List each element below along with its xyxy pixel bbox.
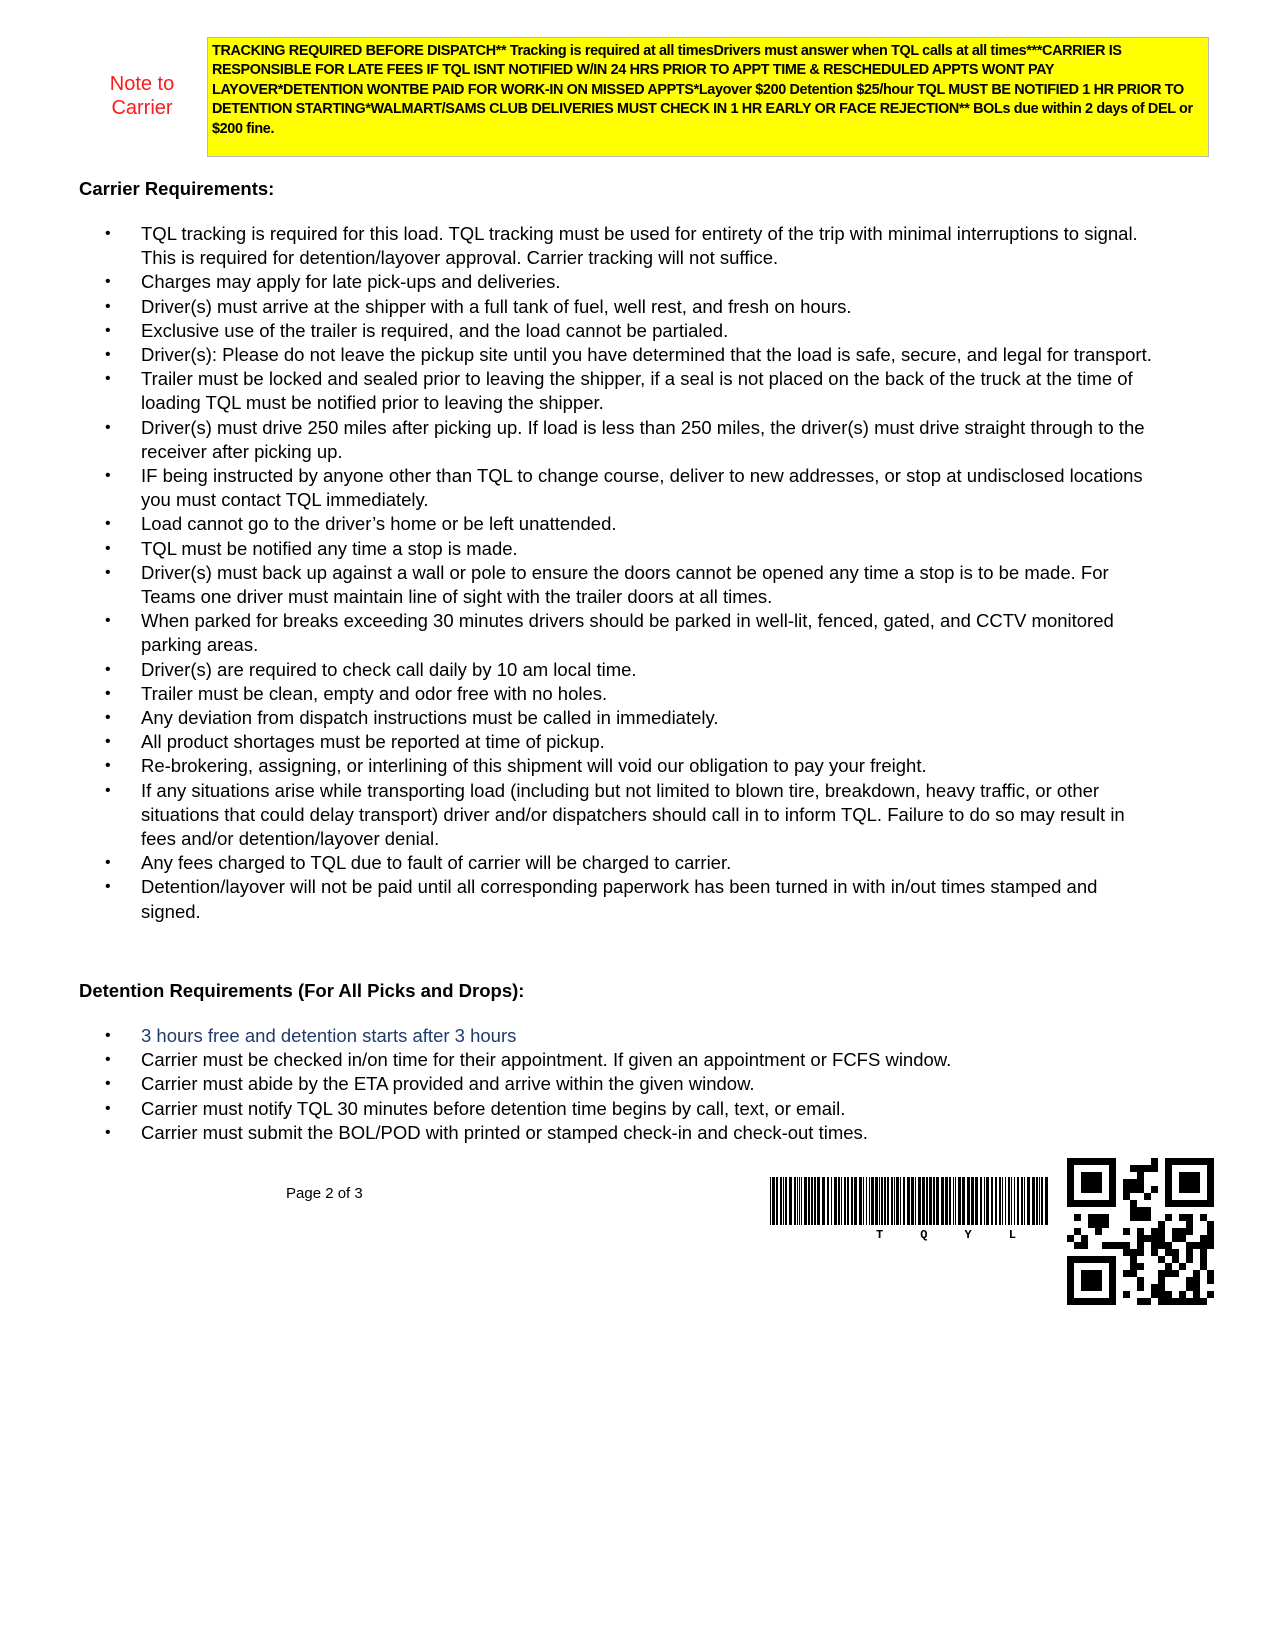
list-item: • Trailer must be locked and sealed prior to leaving the shipper, if a seal is not placed on the back of the truck at the time of loading TQL must be notified prior to leaving the shipper. [105,368,1133,414]
bullet-icon: • [105,781,111,799]
note-to-carrier-box [207,37,1209,157]
qr-code-image [1067,1158,1214,1305]
bullet-icon: • [105,321,111,339]
barcode-text: T Q Y L [876,1228,1016,1242]
bullet-icon: • [105,733,111,751]
bullet-icon: • [105,878,111,896]
list-item: • Any fees charged to TQL due to fault of carrier will be charged to carrier. [0,851,1160,875]
list-item: • TQL tracking is required for this load. TQL tracking must be used for entirety of the trip with minimal interruptions to signal. This is required for detention/layover approval. Carrier tracking will not suffice. [105,223,1138,269]
list-item: • Any deviation from dispatch instructions must be called in immediately. [0,706,1160,730]
list-item: • All product shortages must be reported at time of pickup. [0,730,1160,754]
bullet-icon: • [105,709,111,727]
list-item: • Re-brokering, assigning, or interlining of this shipment will void our obligation to pay your freight. [0,754,1160,778]
bullet-icon: • [105,370,111,388]
page-number: Page 2 of 3 [286,1185,363,1202]
carrier-requirements-title: Carrier Requirements: [79,178,275,199]
bullet-icon: • [105,1075,111,1093]
bullet-icon: • [105,225,111,242]
carrier-requirements-list [0,222,1160,924]
list-item: • 3 hours free and detention starts after 3 hours [0,1024,1160,1048]
list-item: • TQL must be notified any time a stop is made. [0,537,1160,561]
list-item: • Carrier must submit the BOL/POD with printed or stamped check-in and check-out times. [0,1121,1160,1145]
list-item: • Driver(s) are required to check call daily by 10 am local time. [0,658,1160,682]
list-item: • Carrier must be checked in/on time for their appointment. If given an appointment or FCFS window. [0,1048,1160,1072]
list-item: • If any situations arise while transporting load (including but not limited to blown tire, breakdown, heavy traffic, or other situations that could delay transport) driver and/or dispatchers should call in to inform TQL. Failure to do so may result in fees and/or detention/layover denial. [105,779,1125,850]
note-to-carrier-label: Note to Carrier [109,73,175,119]
bullet-icon: • [105,757,111,775]
bullet-icon: • [105,273,111,291]
note-to-carrier-text: TRACKING REQUIRED BEFORE DISPATCH** Tracking is required at all timesDrivers must answer when TQL calls at all times***CARRIER IS RESPONSIBLE FOR LATE FEES IF TQL ISNT NOTIFIED W/IN 24 HRS PRIOR TO APPT TIME & RESCHEDULED APPTS WONT PAY LAYOVER*DETENTION WONTBE PAID FOR WORK-IN ON MISSED APPTS*Layover $200 Detention $25/hour TQL MUST BE NOTIFIED 1 HR PRIOR TO DETENTION STARTING*WALMART/SAMS CLUB DELIVERIES MUST CHECK IN 1 HR EARLY OR FACE REJECTION** BOLs due within 2 days of DEL or $200 fine. [212,43,1193,137]
bullet-icon: • [105,684,111,702]
bullet-icon: • [105,612,111,630]
bullet-icon: • [105,297,111,315]
list-item: • Carrier must abide by the ETA provided and arrive within the given window. [0,1072,1160,1096]
list-item: • Carrier must notify TQL 30 minutes before detention time begins by call, text, or email. [0,1097,1160,1121]
bullet-icon: • [105,515,111,533]
list-item: • IF being instructed by anyone other than TQL to change course, deliver to new addresses, or stop at undisclosed locations you must contact TQL immediately. [105,465,1143,511]
bullet-icon: • [105,660,111,678]
bullet-icon: • [105,563,111,581]
bullet-icon: • [105,1051,111,1069]
list-item: • Driver(s) must arrive at the shipper with a full tank of fuel, well rest, and fresh on hours. [0,295,1160,319]
list-item: • Exclusive use of the trailer is required, and the load cannot be partialed. [0,319,1160,343]
bullet-icon: • [105,467,111,485]
detention-requirements-list [0,1024,1160,1145]
list-item: • Driver(s): Please do not leave the pickup site until you have determined that the load is safe, secure, and legal for transport. [0,343,1160,367]
bullet-icon: • [105,854,111,872]
list-item: • Trailer must be clean, empty and odor free with no holes. [0,682,1160,706]
list-item: • Driver(s) must back up against a wall or pole to ensure the doors cannot be opened any time a stop is to be made. For Teams one driver must maintain line of sight with the trailer doors at all times. [105,561,1109,608]
detention-requirements-title: Detention Requirements (For All Picks and Drops): [79,980,525,1001]
list-item: • Charges may apply for late pick-ups and deliveries. [0,270,1160,294]
bullet-icon: • [105,1123,111,1141]
list-item: • When parked for breaks exceeding 30 minutes drivers should be parked in well-lit, fenced, gated, and CCTV monitored parking areas. [105,610,1114,656]
bullet-icon: • [105,1027,111,1044]
barcode-image [770,1177,1050,1227]
bullet-icon: • [105,1099,111,1117]
list-item: • Load cannot go to the driver’s home or be left unattended. [0,512,1160,536]
bullet-icon: • [105,418,111,436]
bullet-icon: • [105,346,111,364]
list-item: • Detention/layover will not be paid until all corresponding paperwork has been turned in with in/out times stamped and signed. [105,876,1098,922]
bullet-icon: • [105,539,111,557]
list-item: • Driver(s) must drive 250 miles after picking up. If load is less than 250 miles, the driver(s) must drive straight through to the receiver after picking up. [105,416,1145,462]
